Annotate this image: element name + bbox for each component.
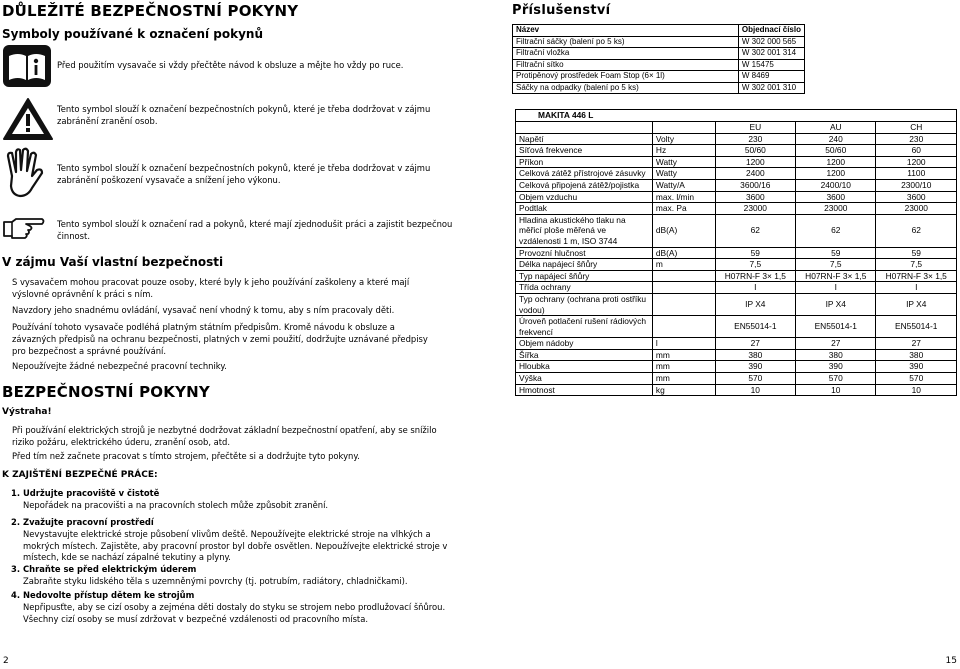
cell: Celková připojená zátěž/pojistka — [516, 179, 653, 191]
cell: 23000 — [715, 203, 795, 215]
safety-paragraph: S vysavačem mohou pracovat pouze osoby, které byly k jeho používání zaškoleny a které mají výslovné oprávnění k práci s ním. — [12, 277, 410, 299]
cell: Typ ochrany (ochrana proti ostříku vodou) — [516, 293, 653, 315]
table-row — [516, 168, 957, 180]
warning-paragraph: Před tím než začnete pracovat s tímto strojem, přečtěte si a dodržujte tyto pokyny. — [12, 451, 360, 461]
cell: Výška — [516, 373, 653, 385]
cell: I — [715, 282, 795, 294]
table-row — [516, 316, 957, 338]
table-row — [513, 71, 805, 83]
table-row — [516, 191, 957, 203]
cell: l — [652, 338, 715, 350]
symbol-text-tip: Tento symbol slouží k označení rad a pokynů, které mají zjednodušit práci a zajistit bezpečnou činnost. — [57, 219, 453, 241]
cell: 1200 — [796, 168, 876, 180]
table-row — [513, 48, 805, 60]
accessories-table — [512, 24, 805, 94]
symbol-text-hand: Tento symbol slouží k označení bezpečnostních pokynů, které je třeba dodržovat v zájmu zabránění poškození vysavače a snížení jeho výkonu. — [57, 163, 431, 185]
cell: Volty — [652, 133, 715, 145]
table-row — [516, 293, 957, 315]
symbol-text-book: Před použitím vysavače si vždy přečtěte návod k obsluze a mějte ho vždy po ruce. — [57, 60, 404, 70]
symbol-text-warning: Tento symbol slouží k označení bezpečnostních pokynů, které je třeba dodržovat v zájmu zabránění zranění osob. — [57, 104, 431, 126]
cell: 570 — [876, 373, 957, 385]
cell — [652, 316, 715, 338]
table-row — [516, 156, 957, 168]
page-number-left: 2 — [3, 656, 9, 666]
cell: 240 — [796, 133, 876, 145]
cell: 27 — [796, 338, 876, 350]
cell: Podtlak — [516, 203, 653, 215]
cell: 10 — [876, 384, 957, 396]
cell: 1200 — [876, 156, 957, 168]
cell — [652, 293, 715, 315]
cell: mm — [652, 349, 715, 361]
cell: mm — [652, 373, 715, 385]
cell: 1100 — [876, 168, 957, 180]
table-row — [516, 338, 957, 350]
list-item: 3. Chraňte se před elektrickým úderem Zabraňte styku lidského těla s uzemněnými povrchy (tj. potrubím, radiátory, chladničkami). — [11, 564, 408, 586]
cell: EN55014-1 — [876, 316, 957, 338]
cell: 7,5 — [715, 259, 795, 271]
specifications-table — [515, 109, 957, 396]
cell: H07RN-F 3× 1,5 — [796, 270, 876, 282]
cell: Síťová frekvence — [516, 145, 653, 157]
table-header-row — [516, 122, 957, 134]
cell: mm — [652, 361, 715, 373]
cell: dB(A) — [652, 214, 715, 247]
cell: 2300/10 — [876, 179, 957, 191]
list-item: 2. Zvažujte pracovní prostředí Nevystavujte elektrické stroje působení vlivům deště. Nepoužívejte elektrické stroje na vlhkých a mokrých místech. Zajistěte, aby pracovní prostor byl dobře osvětlen. Nepoužívejte elektrické stroje v místech, kde se nachází zápalné tekutiny a plyny. — [11, 517, 448, 563]
cell: IP X4 — [715, 293, 795, 315]
cell: 10 — [715, 384, 795, 396]
table-row — [516, 145, 957, 157]
hand-stop-icon — [2, 146, 46, 200]
cell: 3600/16 — [715, 179, 795, 191]
cell — [652, 282, 715, 294]
cell: 380 — [876, 349, 957, 361]
cell: 570 — [796, 373, 876, 385]
cell — [516, 122, 653, 134]
page-title: DŮLEŽITÉ BEZPEČNOSTNÍ POKYNY — [2, 2, 299, 20]
cell: Provozní hlučnost — [516, 247, 653, 259]
cell: Objem nádoby — [516, 338, 653, 350]
warning-triangle-icon — [2, 96, 56, 140]
cell: 50/60 — [715, 145, 795, 157]
table-row — [516, 259, 957, 271]
cell: 62 — [876, 214, 957, 247]
cell: I — [796, 282, 876, 294]
cell: 7,5 — [796, 259, 876, 271]
cell: 27 — [715, 338, 795, 350]
safety-paragraph: Navzdory jeho snadnému ovládání, vysavač není vhodný k tomu, aby s ním pracovaly děti. — [12, 305, 395, 315]
cell: 390 — [876, 361, 957, 373]
cell: Filtrační sítko — [513, 59, 739, 71]
cell: 3600 — [876, 191, 957, 203]
cell: 60 — [876, 145, 957, 157]
cell: 380 — [715, 349, 795, 361]
warning-paragraph: Při používání elektrických strojů je nezbytné dodržovat základní bezpečnostní opatření, aby se snížilo riziko požáru, elektrického úderu, zranění osob, atd. — [12, 425, 437, 447]
cell: 59 — [796, 247, 876, 259]
cell: Celková zátěž přístrojové zásuvky — [516, 168, 653, 180]
cell: 59 — [715, 247, 795, 259]
cell: W 302 001 310 — [738, 82, 804, 94]
cell: 23000 — [796, 203, 876, 215]
cell: EN55014-1 — [715, 316, 795, 338]
cell: Úroveň potlačení rušení rádiových frekvencí — [516, 316, 653, 338]
safe-work-heading: K ZAJIŠTĚNÍ BEZPEČNÉ PRÁCE: — [2, 470, 158, 480]
cell: W 15475 — [738, 59, 804, 71]
cell: Hloubka — [516, 361, 653, 373]
table-row — [516, 349, 957, 361]
cell: 230 — [715, 133, 795, 145]
list-item: 1. Udržujte pracoviště v čistotě Nepořádek na pracovišti a na pracovních stolech může způsobit zranění. — [11, 488, 329, 510]
cell: 2400/10 — [796, 179, 876, 191]
cell: 62 — [796, 214, 876, 247]
table-row — [516, 247, 957, 259]
cell: 1200 — [715, 156, 795, 168]
cell: H07RN-F 3× 1,5 — [876, 270, 957, 282]
safety-paragraph: Nepoužívejte žádné nebezpečné pracovní techniky. — [12, 361, 227, 371]
cell: 390 — [715, 361, 795, 373]
cell: Třída ochrany — [516, 282, 653, 294]
cell: Typ napájecí šňůry — [516, 270, 653, 282]
cell: I — [876, 282, 957, 294]
cell: Hmotnost — [516, 384, 653, 396]
table-row — [513, 59, 805, 71]
cell: 23000 — [876, 203, 957, 215]
cell: 62 — [715, 214, 795, 247]
symbols-heading: Symboly používané k označení pokynů — [2, 27, 264, 41]
cell: IP X4 — [796, 293, 876, 315]
cell: 3600 — [796, 191, 876, 203]
cell: 59 — [876, 247, 957, 259]
cell: Hz — [652, 145, 715, 157]
table-title-row — [516, 110, 957, 122]
table-row — [516, 361, 957, 373]
cell: Filtrační vložka — [513, 48, 739, 60]
cell: W 8469 — [738, 71, 804, 83]
cell: Objem vzduchu — [516, 191, 653, 203]
table-row — [516, 133, 957, 145]
safety-paragraph: Používání tohoto vysavače podléhá platným státním předpisům. Kromě návodu k obsluze a závazných předpisů na ochranu bezpečnosti, platných v zemi použití, dodržujte uznávané předpisy pro bezpečnost a správné používání. — [12, 322, 428, 356]
cell: 50/60 — [796, 145, 876, 157]
table-row — [516, 384, 957, 396]
safety-instructions-heading: BEZPEČNOSTNÍ POKYNY — [2, 383, 210, 401]
page-number-right: 15 — [945, 656, 957, 666]
cell: W 302 000 565 — [738, 36, 804, 48]
table-row — [513, 36, 805, 48]
cell: Příkon — [516, 156, 653, 168]
table-row — [516, 214, 957, 247]
cell: Watty — [652, 156, 715, 168]
column-header: EU — [715, 122, 795, 134]
cell: 2400 — [715, 168, 795, 180]
cell: 570 — [715, 373, 795, 385]
cell: EN55014-1 — [796, 316, 876, 338]
cell — [652, 122, 715, 134]
table-row — [516, 203, 957, 215]
cell: 7,5 — [876, 259, 957, 271]
model-name: MAKITA 446 L — [516, 110, 957, 122]
cell: IP X4 — [876, 293, 957, 315]
column-header: AU — [796, 122, 876, 134]
table-row — [513, 82, 805, 94]
cell: 230 — [876, 133, 957, 145]
cell: 10 — [796, 384, 876, 396]
safety-heading: V zájmu Vaší vlastní bezpečnosti — [2, 255, 224, 269]
cell: Napětí — [516, 133, 653, 145]
table-row — [516, 179, 957, 191]
cell: Protipěnový prostředek Foam Stop (6× 1l) — [513, 71, 739, 83]
table-row — [516, 282, 957, 294]
cell: 27 — [876, 338, 957, 350]
cell: 1200 — [796, 156, 876, 168]
cell: max. l/min — [652, 191, 715, 203]
cell: Šířka — [516, 349, 653, 361]
warning-label: Výstraha! — [2, 407, 52, 417]
cell: W 302 001 314 — [738, 48, 804, 60]
table-row — [516, 373, 957, 385]
cell: max. Pa — [652, 203, 715, 215]
pointing-hand-icon — [2, 216, 46, 242]
cell: kg — [652, 384, 715, 396]
book-instruction-icon — [2, 44, 56, 88]
cell: 3600 — [715, 191, 795, 203]
cell: 380 — [796, 349, 876, 361]
column-header: Objednací číslo — [738, 25, 804, 37]
cell: m — [652, 259, 715, 271]
cell: Hladina akustického tlaku na měřicí ploše měřená ve vzdálenosti 1 m, ISO 3744 — [516, 214, 653, 247]
cell: Sáčky na odpadky (balení po 5 ks) — [513, 82, 739, 94]
column-header: CH — [876, 122, 957, 134]
cell: Watty — [652, 168, 715, 180]
column-header: Název — [513, 25, 739, 37]
list-item: 4. Nedovolte přístup dětem ke strojům Nepřipusťte, aby se cizí osoby a zejména děti dostaly do styku se strojem nebo prodlužovací šňůrou. Všechny cizí osoby se musí zdržovat v bezpečné vzdálenosti od pracovního místa. — [11, 590, 446, 624]
cell — [652, 270, 715, 282]
cell: H07RN-F 3× 1,5 — [715, 270, 795, 282]
cell: Délka napájecí šňůry — [516, 259, 653, 271]
cell: Watty/A — [652, 179, 715, 191]
accessories-title: Příslušenství — [512, 3, 611, 18]
cell: 390 — [796, 361, 876, 373]
table-header-row — [513, 25, 805, 37]
table-row — [516, 270, 957, 282]
cell: dB(A) — [652, 247, 715, 259]
cell: Filtrační sáčky (balení po 5 ks) — [513, 36, 739, 48]
